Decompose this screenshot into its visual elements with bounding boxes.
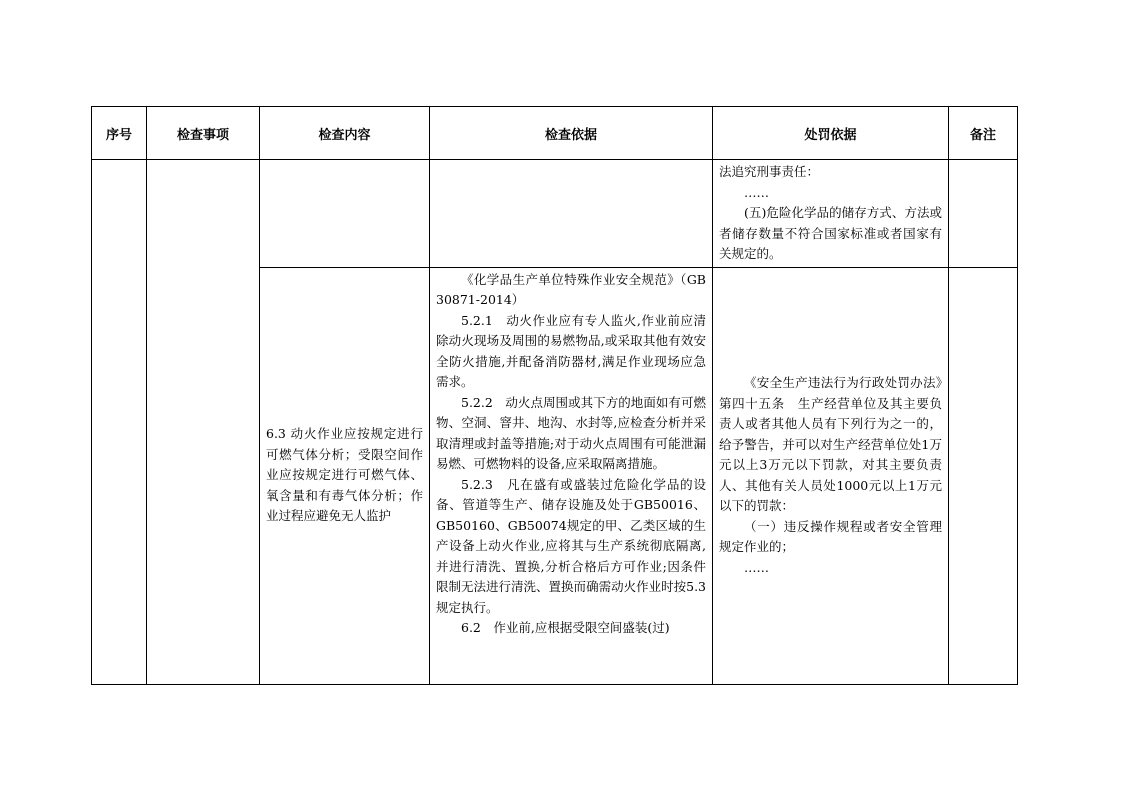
content-cell [260,267,430,684]
remark-cell [949,267,1018,684]
ellipsis-text: …… [744,184,769,200]
content-cell [260,160,430,268]
table-row [92,160,1018,268]
header-basis: 检查依据 [430,107,713,160]
header-content: 检查内容 [260,107,430,160]
header-item: 检查事项 [147,107,260,160]
inspection-table [91,106,1018,685]
basis-text: 5.2.3 凡在盛有或盛装过危险化学品的设备、管道等生产、储存设施及处于GB50016、GB50160、GB50074规定的甲、乙类区域的生产设备上动火作业,应将其与生产系统彻底隔离,并进行清洗、置换,分析合格后方可作业;因条件限制无法进行清洗、置换而确需动火作业时按5.3规定执行。 [436,476,706,615]
basis-cell [430,160,713,268]
basis-cell [430,267,713,684]
serial-cell [92,160,147,685]
item-cell [147,160,260,685]
basis-text: 《化学品生产单位特殊作业安全规范》（GB 30871-2014） [436,271,706,307]
penalty-text: (五)危险化学品的储存方式、方法或者储存数量不符合国家标准或者国家有关规定的。 [719,205,942,261]
header-penalty: 处罚依据 [713,107,949,160]
penalty-text: 法追究刑事责任： [719,164,820,179]
ellipsis-text: …… [744,559,769,575]
basis-text: 6.2 作业前,应根据受限空间盛装(过) [461,620,670,635]
penalty-cell [713,267,949,684]
basis-text: 5.2.1 动火作业应有专人监火,作业前应清除动火现场及周围的易燃物品,或采取其他有效安全防火措施,并配备消防器材,满足作业现场应急需求。 [436,312,706,389]
content-text: 6.3 动火作业应按规定进行可燃气体分析；受限空间作业应按规定进行可燃气体、氧含量和有毒气体分析；作业过程应避免无人监护 [266,426,423,524]
header-remark: 备注 [949,107,1018,160]
remark-cell [949,160,1018,268]
header-serial: 序号 [92,107,147,160]
penalty-text: （一）违反操作规程或者安全管理规定作业的； [719,518,942,554]
basis-text: 5.2.2 动火点周围或其下方的地面如有可燃物、空洞、窨井、地沟、水封等,应检查分析并采取清理或封盖等措施;对于动火点周围有可能泄漏易燃、可燃物料的设备,应采取隔离措施。 [436,394,706,471]
penalty-text: 《安全生产违法行为行政处罚办法》第四十五条 生产经营单位及其主要负责人或者其他人员有下列行为之一的，给予警告，并可以对生产经营单位处1万元以上3万元以下罚款，对其主要负责人、其他有关人员处1000元以上1万元以下的罚款： [719,375,942,513]
header-row [92,107,1018,160]
penalty-cell [713,160,949,268]
